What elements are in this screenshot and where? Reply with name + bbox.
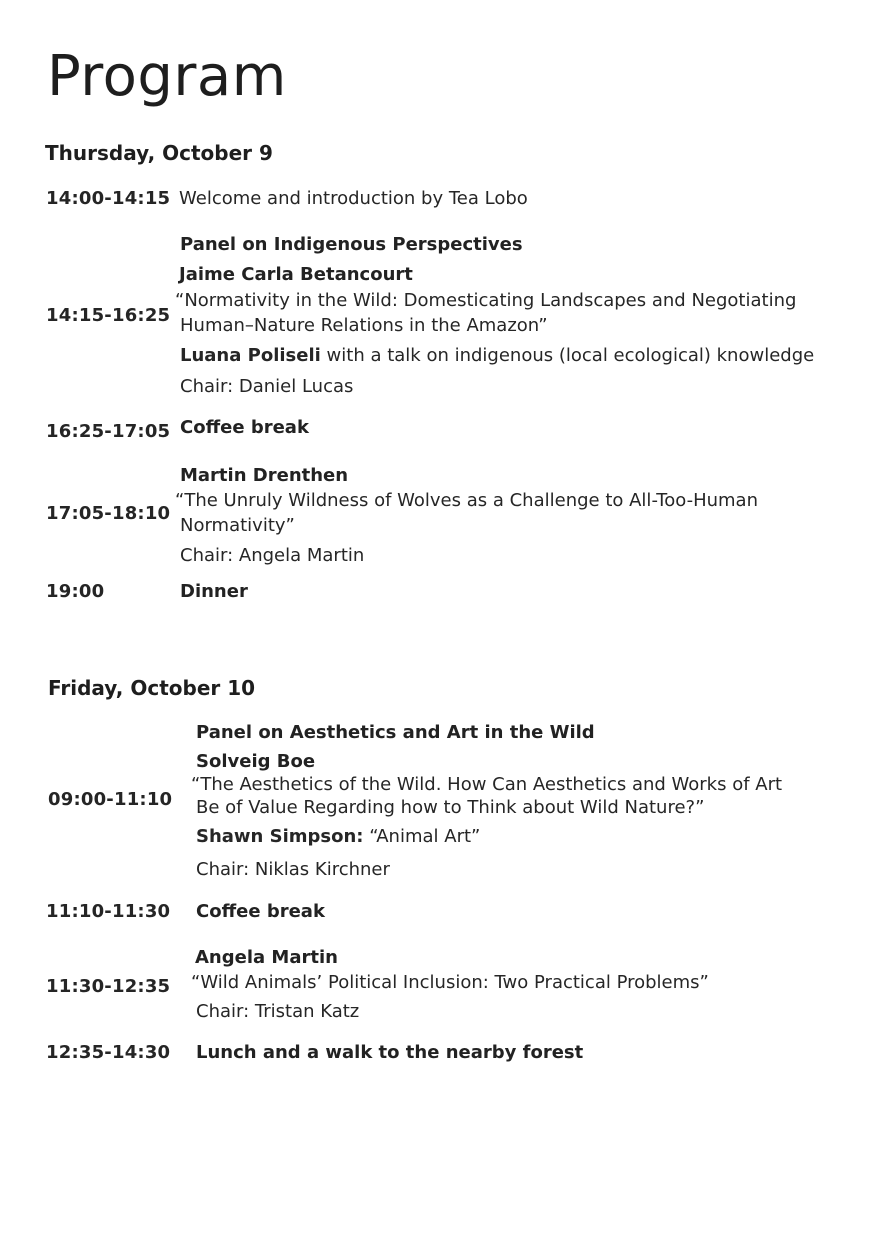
day-heading-friday: Friday, October 10 [48,676,256,700]
talk-description: “Animal Art” [363,826,481,847]
talk-title-line: Human–Nature Relations in the Amazon” [180,315,548,336]
time-slot: 16:25-17:05 [46,421,171,442]
speaker-line [196,826,480,847]
talk-title-line: “The Unruly Wildness of Wolves as a Challenge to All-Too-Human [175,490,758,511]
session-text: Dinner [180,581,248,602]
time-slot: 14:15-16:25 [46,305,171,326]
speaker-name: Shawn Simpson: [196,826,364,847]
talk-title-line: Normativity” [180,515,295,536]
session-text: Lunch and a walk to the nearby forest [196,1042,584,1063]
speaker-name: Solveig Boe [196,751,316,772]
chair-line: Chair: Niklas Kirchner [196,859,390,880]
speaker-name: Angela Martin [195,947,338,968]
talk-title-line: “Normativity in the Wild: Domesticating Landscapes and Negotiating [175,290,797,311]
talk-title-line: Be of Value Regarding how to Think about Wild Nature?” [196,797,705,818]
speaker-line [180,345,814,366]
time-slot: 17:05-18:10 [46,503,171,524]
session-text: Coffee break [180,417,309,438]
time-slot: 11:30-12:35 [46,976,171,997]
day-heading-thursday: Thursday, October 9 [45,141,273,165]
time-slot: 09:00-11:10 [48,789,173,810]
talk-title-line: “The Aesthetics of the Wild. How Can Aesthetics and Works of Art [191,774,783,795]
time-slot: 11:10-11:30 [46,901,171,922]
chair-line: Chair: Daniel Lucas [180,376,354,397]
time-slot: 12:35-14:30 [46,1042,171,1063]
speaker-name: Jaime Carla Betancourt [179,264,413,285]
session-text: Coffee break [196,901,325,922]
speaker-name: Martin Drenthen [180,465,349,486]
panel-title: Panel on Aesthetics and Art in the Wild [196,722,595,743]
panel-title: Panel on Indigenous Perspectives [180,234,523,255]
page-title: Program [47,44,287,109]
speaker-name: Luana Poliseli [180,345,321,366]
talk-description: with a talk on indigenous (local ecological) knowledge [320,345,815,366]
session-text: Welcome and introduction by Tea Lobo [179,188,528,209]
chair-line: Chair: Tristan Katz [196,1001,360,1022]
chair-line: Chair: Angela Martin [180,545,365,566]
time-slot: 19:00 [46,581,105,602]
time-slot: 14:00-14:15 [46,188,171,209]
talk-title-line: “Wild Animals’ Political Inclusion: Two Practical Problems” [191,972,709,993]
